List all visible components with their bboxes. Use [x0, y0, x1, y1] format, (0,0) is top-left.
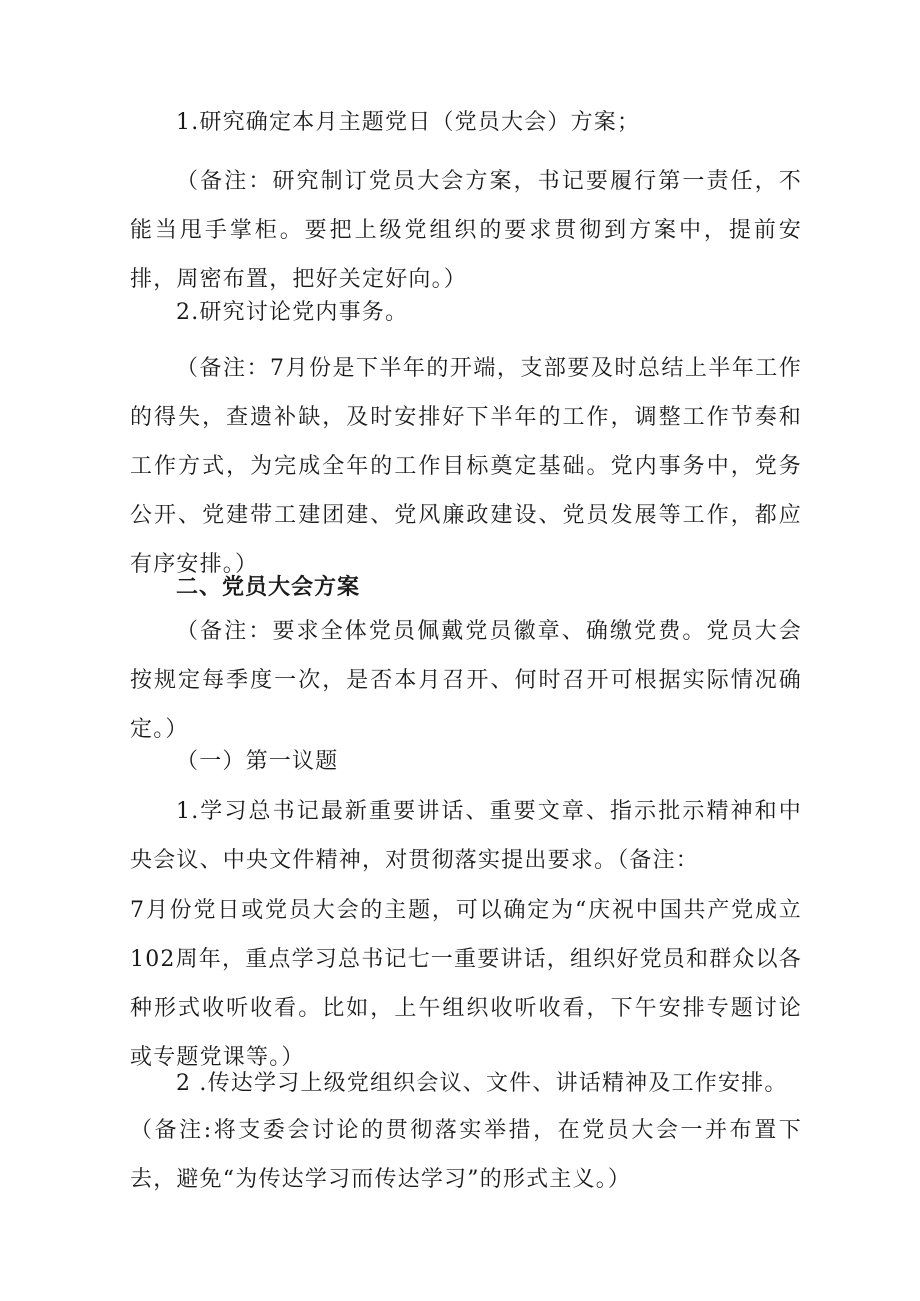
section-heading: 二、党员大会方案	[176, 575, 361, 600]
paragraph-item-2: 2.研究讨论党内事务。	[176, 300, 409, 325]
paragraph-note-1: （备注：研究制订党员大会方案，书记要履行第一责任，不能当甩手掌柜。要把上级党组织的要求贯彻到方案中，提前安排，周密布置，把好关定好向。）	[130, 169, 802, 292]
paragraph-note-4: （备注:将支委会讨论的贯彻落实举措，在党员大会一并布置下去，避免“为传达学习而传达学习”的形式主义。）	[130, 1118, 802, 1192]
paragraph-item-4: 2 .传达学习上级党组织会议、文件、讲话精神及工作安排。	[176, 1071, 788, 1096]
paragraph-item-3-continued: 7月份党日或党员大会的主题，可以确定为“庆祝中国共产党成立102周年，重点学习总书记七一重要讲话，组织好党员和群众以各种形式收听收看。比如，上午组织收听收看，下午安排专题讨论或专题党课等。）	[130, 898, 802, 1070]
paragraph-item-3: 1.学习总书记最新重要讲话、重要文章、指示批示精神和中央会议、中央文件精神，对贯彻落实提出要求。（备注：	[130, 799, 802, 873]
paragraph-note-3: （备注：要求全体党员佩戴党员徽章、确缴党费。党员大会按规定每季度一次，是否本月召开、何时召开可根据实际情况确定。）	[130, 619, 802, 742]
subsection-heading: （一）第一议题	[176, 749, 339, 774]
paragraph-note-2: （备注：7月份是下半年的开端，支部要及时总结上半年工作的得失，查遗补缺，及时安排好下半年的工作，调整工作节奏和工作方式，为完成全年的工作目标奠定基础。党内事务中，党务公开、党建带工建团建、党风廉政建设、党员发展等工作，都应有序安排。）	[130, 356, 802, 577]
paragraph-item-1: 1.研究确定本月主题党日（党员大会）方案；	[176, 110, 641, 135]
